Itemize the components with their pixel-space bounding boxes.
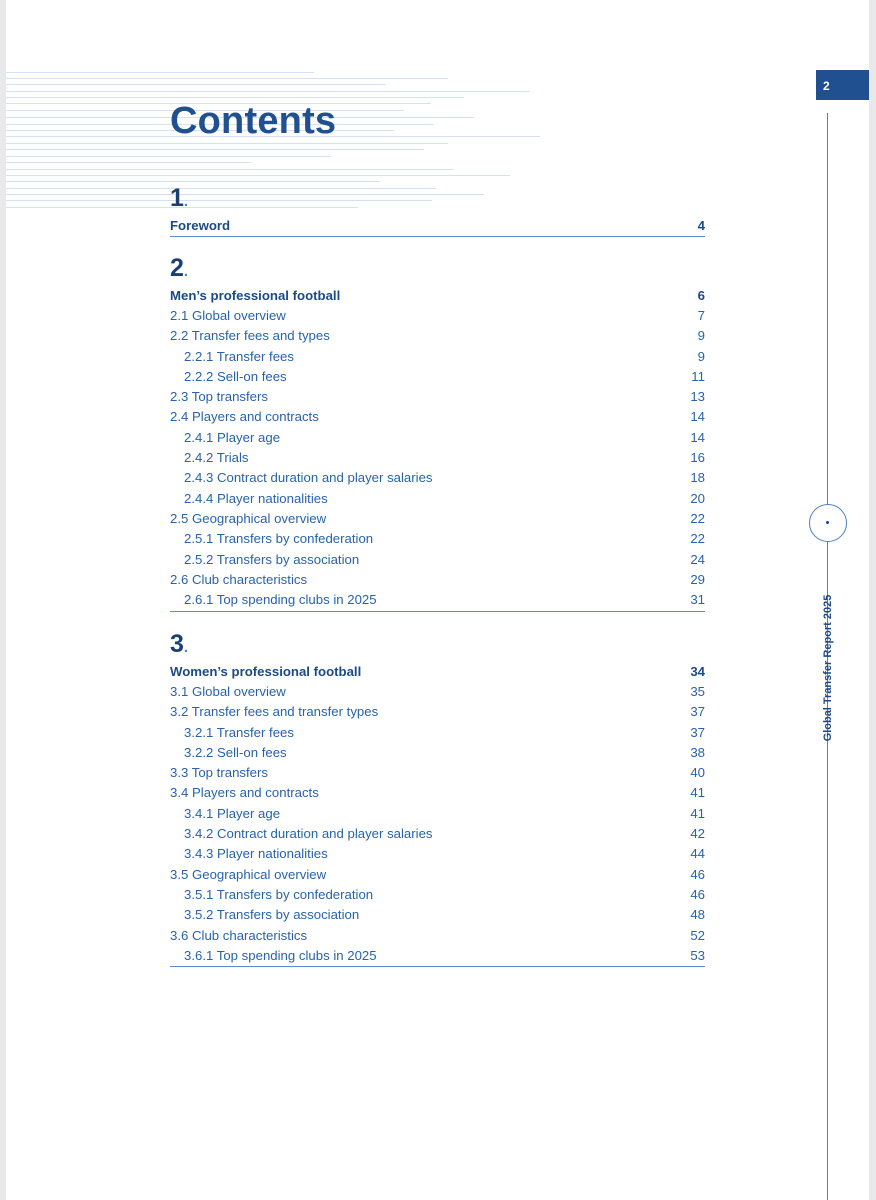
toc-entry[interactable]	[170, 884, 705, 904]
toc-entry-label: 3.6 Club characteristics	[170, 927, 308, 943]
report-running-title: Global Transfer Report 2025	[822, 594, 834, 742]
toc-entry-page: 9	[697, 328, 705, 344]
marker-dot	[826, 521, 829, 524]
toc-entry[interactable]	[170, 803, 705, 823]
toc-entry-page: 44	[690, 846, 705, 862]
toc-entry-page: 34	[690, 663, 705, 679]
sidebar-marker-circle-icon	[809, 504, 847, 542]
toc-entry-label: 3.4 Players and contracts	[170, 785, 319, 801]
toc-entry-page: 41	[690, 785, 705, 801]
toc-entry[interactable]	[170, 844, 705, 864]
toc-entry[interactable]	[170, 447, 705, 467]
toc-entry-page: 13	[690, 389, 705, 405]
toc-entry[interactable]	[170, 945, 705, 965]
toc-entry-page: 14	[690, 429, 705, 445]
toc-entry-page: 48	[690, 907, 705, 923]
toc-entry-page: 16	[690, 450, 705, 466]
toc-entry-label: 3.2.2 Sell-on fees	[184, 744, 287, 760]
toc-entry[interactable]	[170, 305, 705, 325]
toc-entry-page: 4	[697, 217, 705, 233]
toc-section-1	[170, 181, 705, 237]
toc-entry-label: 2.4.3 Contract duration and player salaries	[184, 470, 433, 486]
toc-entry-page: 6	[697, 287, 705, 303]
toc-entry-label: 3.6.1 Top spending clubs in 2025	[184, 947, 377, 963]
toc-entry-label: 3.5 Geographical overview	[170, 866, 327, 882]
toc-entry[interactable]	[170, 661, 705, 681]
toc-entry[interactable]	[170, 407, 705, 427]
toc-entry-label: 2.1 Global overview	[170, 307, 286, 323]
toc-entry-page: 35	[690, 683, 705, 699]
toc-entry-label: Foreword	[170, 217, 231, 233]
toc-entry-page: 24	[690, 551, 705, 567]
toc-entry[interactable]	[170, 488, 705, 508]
toc-entry[interactable]	[170, 569, 705, 589]
toc-entry[interactable]	[170, 823, 705, 843]
toc-entry-page: 40	[690, 765, 705, 781]
toc-entry[interactable]	[170, 326, 705, 346]
toc-entry-label: 3.4.2 Contract duration and player salaries	[184, 826, 433, 842]
section-divider	[170, 236, 705, 237]
document-page	[6, 0, 869, 1200]
toc-entry-label: Men’s professional football	[170, 287, 341, 303]
toc-entry[interactable]	[170, 366, 705, 386]
toc-entry[interactable]	[170, 864, 705, 884]
section-divider	[170, 966, 705, 967]
section-number: 3.	[170, 630, 189, 658]
toc-entry-page: 37	[690, 724, 705, 740]
toc-entry-page: 46	[690, 866, 705, 882]
toc-entry[interactable]	[170, 589, 705, 609]
toc-entry-page: 46	[690, 886, 705, 902]
section-divider	[170, 611, 705, 612]
page-number: 2	[823, 79, 830, 93]
toc-entry-page: 42	[690, 826, 705, 842]
toc-entry-page: 53	[690, 947, 705, 963]
toc-entry-label: Women’s professional football	[170, 663, 362, 679]
toc-entry-label: 2.4.2 Trials	[184, 450, 249, 466]
toc-entry-label: 3.4.3 Player nationalities	[184, 846, 328, 862]
toc-entry[interactable]	[170, 508, 705, 528]
toc-entry[interactable]	[170, 285, 705, 305]
toc-entry-label: 2.6 Club characteristics	[170, 571, 308, 587]
toc-entry-label: 2.5 Geographical overview	[170, 510, 327, 526]
toc-entry-page: 20	[690, 490, 705, 506]
toc-entry-label: 2.2.2 Sell-on fees	[184, 368, 287, 384]
toc-entry-label: 2.4.4 Player nationalities	[184, 490, 328, 506]
toc-entry-label: 2.4.1 Player age	[184, 429, 281, 445]
toc-entry-label: 2.2.1 Transfer fees	[184, 348, 294, 364]
toc-entry-label: 3.5.2 Transfers by association	[184, 907, 360, 923]
toc-entry-label: 2.4 Players and contracts	[170, 409, 319, 425]
page-title: Contents	[170, 100, 337, 142]
toc-entry[interactable]	[170, 549, 705, 569]
toc-entry-label: 2.6.1 Top spending clubs in 2025	[184, 592, 377, 608]
toc-entry-page: 22	[690, 510, 705, 526]
section-number: 2.	[170, 254, 189, 282]
toc-entry-page: 29	[690, 571, 705, 587]
toc-entry[interactable]	[170, 468, 705, 488]
toc-entry-label: 3.2 Transfer fees and transfer types	[170, 704, 379, 720]
toc-entry-label: 3.1 Global overview	[170, 683, 286, 699]
toc-entry-label: 3.5.1 Transfers by confederation	[184, 886, 374, 902]
toc-entry[interactable]	[170, 783, 705, 803]
toc-entry[interactable]	[170, 742, 705, 762]
toc-entry-page: 11	[691, 368, 705, 384]
toc-entry-page: 18	[690, 470, 705, 486]
toc-entry[interactable]	[170, 905, 705, 925]
toc-entry-page: 22	[690, 531, 705, 547]
toc-entry-page: 14	[690, 409, 705, 425]
toc-entry-page: 7	[697, 307, 705, 323]
toc-entry-page: 37	[690, 704, 705, 720]
section-number: 1.	[170, 184, 189, 212]
toc-entry-label: 3.4.1 Player age	[184, 805, 281, 821]
toc-entry-label: 2.3 Top transfers	[170, 389, 268, 405]
toc-entry-label: 3.3 Top transfers	[170, 765, 268, 781]
toc-entry-page: 41	[690, 805, 705, 821]
toc-entry-page: 9	[697, 348, 705, 364]
toc-entry-label: 2.2 Transfer fees and types	[170, 328, 330, 344]
page-number-tab	[816, 70, 869, 100]
toc-entry[interactable]	[170, 215, 705, 235]
toc-entry[interactable]	[170, 762, 705, 782]
toc-entry[interactable]	[170, 925, 705, 945]
toc-entry[interactable]	[170, 722, 705, 742]
toc-entry-label: 2.5.2 Transfers by association	[184, 551, 360, 567]
toc-entry[interactable]	[170, 529, 705, 549]
toc-entry[interactable]	[170, 386, 705, 406]
toc-section-2	[170, 251, 705, 612]
toc-entry-page: 38	[690, 744, 705, 760]
toc-entry[interactable]	[170, 681, 705, 701]
toc-section-3	[170, 627, 705, 967]
toc-entry[interactable]	[170, 702, 705, 722]
toc-entry[interactable]	[170, 427, 705, 447]
toc-entry-page: 52	[690, 927, 705, 943]
toc-entry[interactable]	[170, 346, 705, 366]
toc-entry-page: 31	[690, 592, 705, 608]
toc-entry-label: 2.5.1 Transfers by confederation	[184, 531, 374, 547]
toc-entry-label: 3.2.1 Transfer fees	[184, 724, 294, 740]
